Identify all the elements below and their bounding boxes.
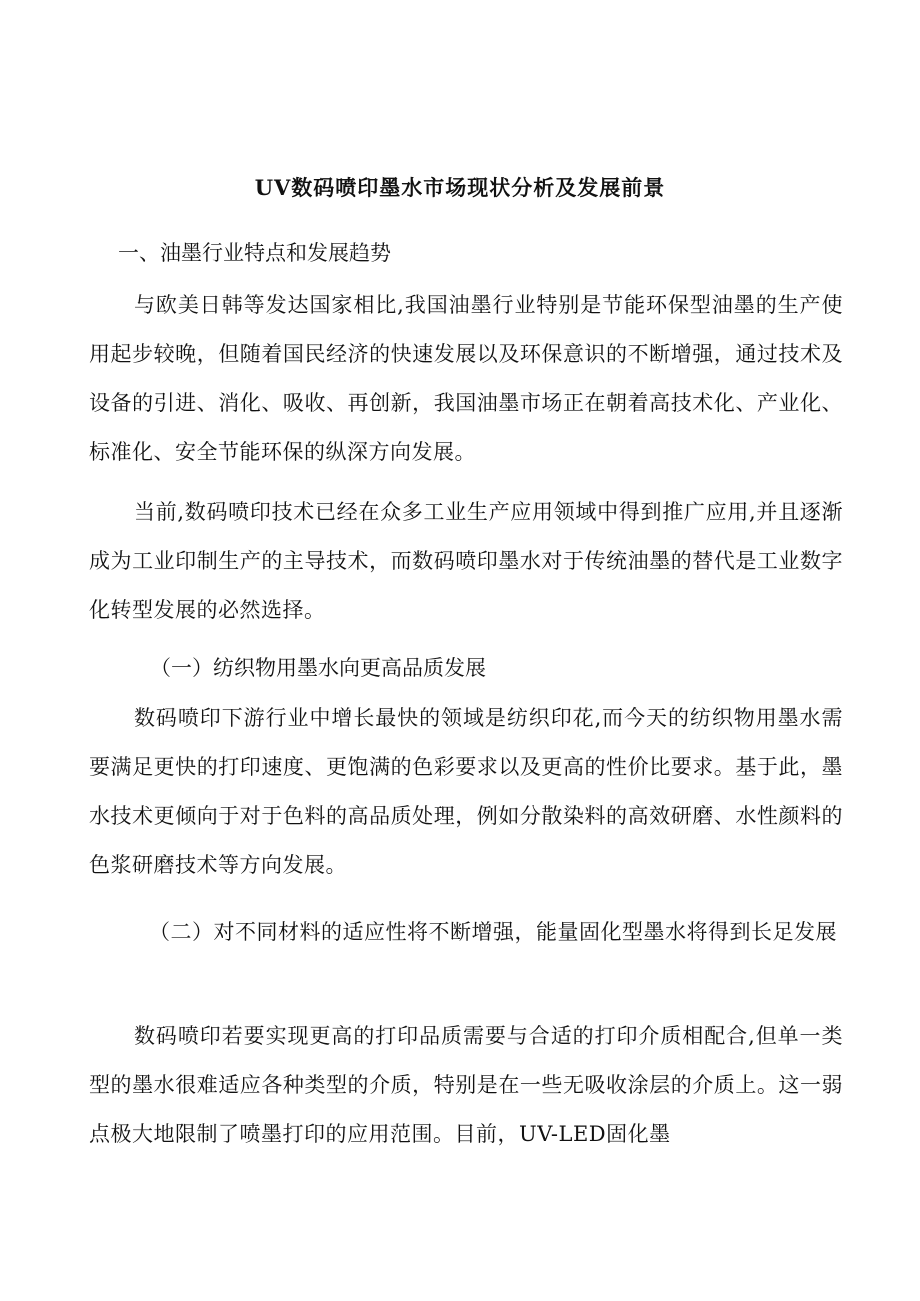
- paragraph: 数码喷印若要实现更高的打印品质需要与合适的打印介质相配合,但单一类型的墨水很难适应各种类型的介质，特别是在一些无吸收涂层的介质上。这一弱点极大地限制了喷墨打印的应用范围。目前，UV-LED固化墨: [89, 1024, 843, 1146]
- subsection-heading: （二）对不同材料的适应性将不断增强，能量固化型墨水将得到长足发展: [149, 920, 837, 944]
- paragraph: 与欧美日韩等发达国家相比,我国油墨行业特别是节能环保型油墨的生产使用起步较晚，但随着国民经济的快速发展以及环保意识的不断增强，通过技术及设备的引进、消化、吸收、再创新，我国油墨市场正在朝着高技术化、产业化、标准化、安全节能环保的纵深方向发展。: [89, 293, 843, 464]
- paragraph: 数码喷印下游行业中增长最快的领域是纺织印花,而今天的纺织物用墨水需要满足更快的打印速度、更饱满的色彩要求以及更高的性价比要求。基于此，墨水技术更倾向于对于色料的高品质处理，例如分散染料的高效研磨、水性颜料的色浆研磨技术等方向发展。: [89, 706, 843, 877]
- paragraph: 当前,数码喷印技术已经在众多工业生产应用领域中得到推广应用,并且逐渐成为工业印制生产的主导技术，而数码喷印墨水对于传统油墨的替代是工业数字化转型发展的必然选择。: [89, 500, 843, 622]
- document-title: UV数码喷印墨水市场现状分析及发展前景: [254, 175, 666, 200]
- section-heading: 一、油墨行业特点和发展趋势: [118, 241, 391, 265]
- subsection-heading: （一）纺织物用墨水向更高品质发展: [150, 656, 486, 680]
